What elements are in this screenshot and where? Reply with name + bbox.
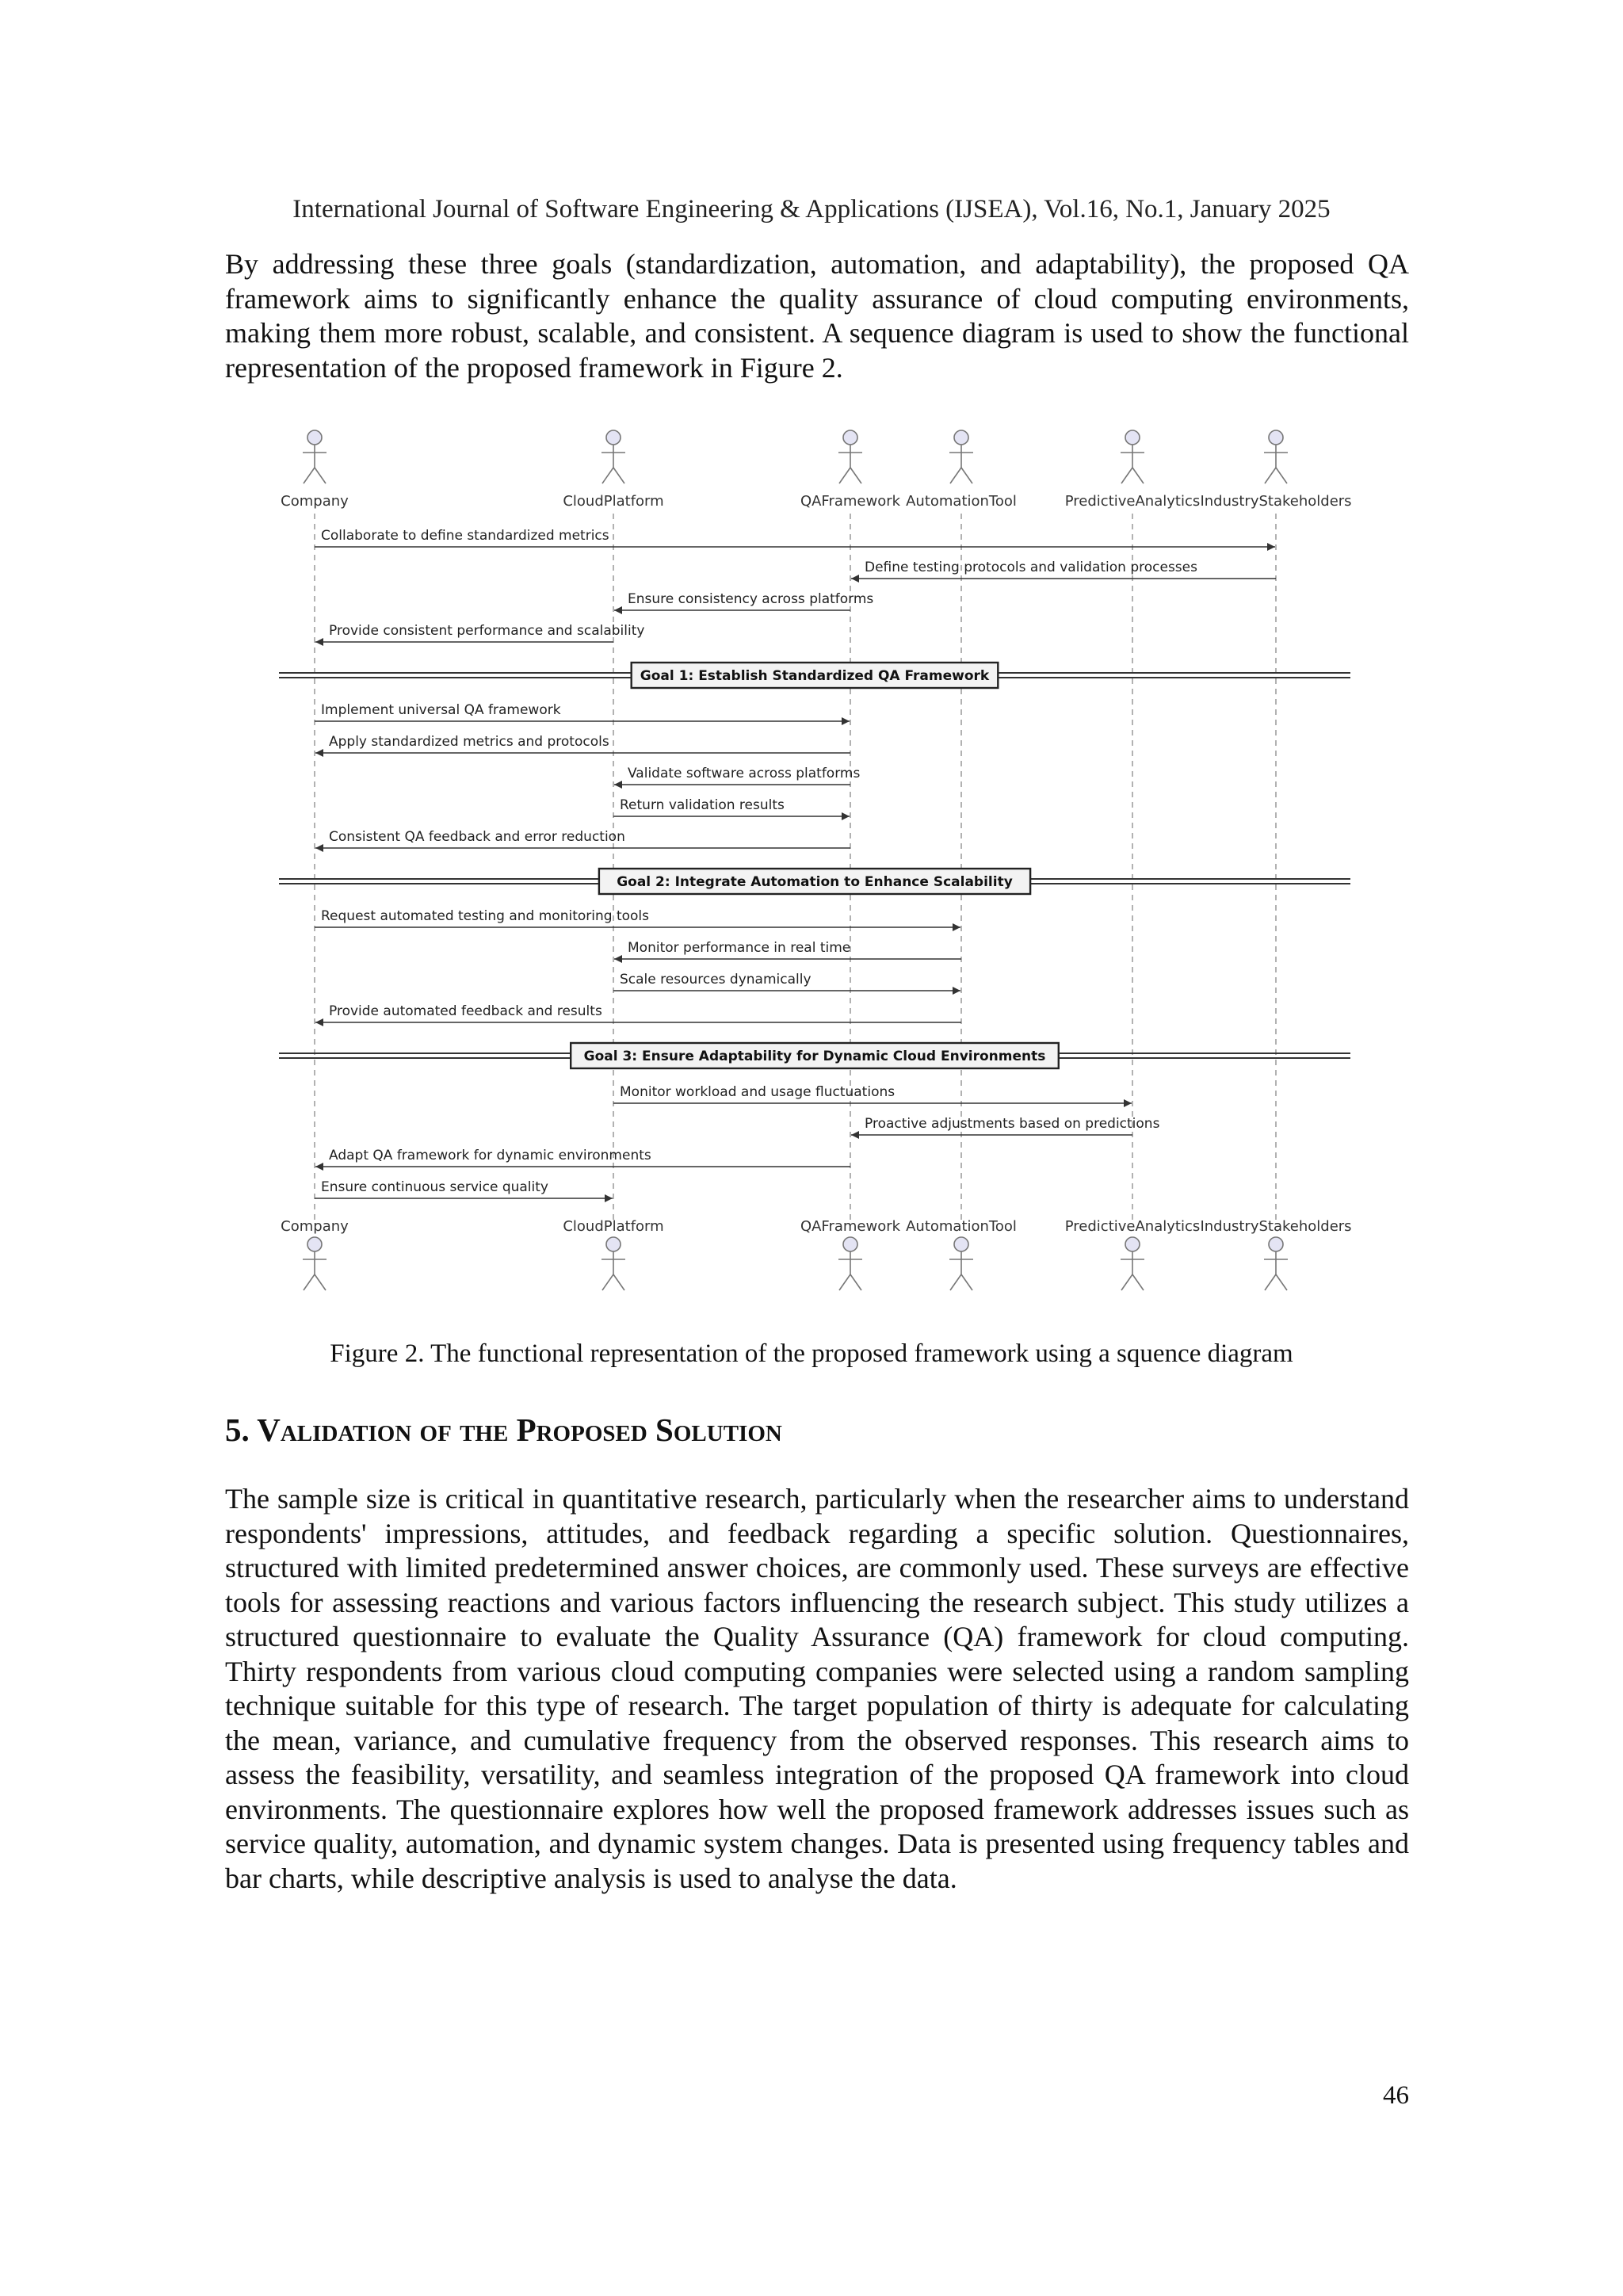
message: [851, 560, 1276, 579]
actor-top-qaframework-icon: [838, 430, 862, 483]
goal-divider: [279, 663, 1350, 688]
svg-text:Validate software across platf: Validate software across platforms: [628, 766, 861, 781]
svg-text:Goal 2: Integrate Automation t: Goal 2: Integrate Automation to Enhance Scalability: [617, 874, 1013, 890]
participant-bottom-automation-tool: AutomationTool: [906, 1218, 1017, 1235]
svg-text:Proactive adjustments based on: Proactive adjustments based on predictions: [865, 1116, 1160, 1132]
svg-text:Ensure continuous service qual: Ensure continuous service quality: [321, 1179, 548, 1195]
message: [315, 1148, 850, 1167]
svg-text:Adapt QA framework for dynamic: Adapt QA framework for dynamic environments: [329, 1148, 651, 1163]
actor-top-industry-stakeholders-icon: [1264, 430, 1288, 483]
svg-text:Goal 1: Establish Standardized: Goal 1: Establish Standardized QA Framework: [640, 668, 990, 684]
participant-bottom-company: Company: [281, 1218, 349, 1235]
figure-caption: Figure 2. The functional representation of the proposed framework using a squence diagram: [330, 1339, 1293, 1368]
message: [315, 908, 960, 927]
participant-bottom-cloud-platform: CloudPlatform: [563, 1218, 664, 1235]
message: [315, 1003, 961, 1022]
actor-bottom-cloud-platform-icon: [601, 1237, 625, 1290]
participant-top-predictive-analytics: PredictiveAnalytics: [1064, 493, 1201, 510]
participant-bottom-industry-stakeholders: IndustryStakeholders: [1200, 1218, 1352, 1235]
actor-top-cloud-platform-icon: [601, 430, 625, 483]
actor-top-company-icon: [303, 430, 327, 483]
message: [614, 940, 961, 959]
message: [315, 702, 850, 721]
participant-top-qaframework: QAFramework: [800, 493, 901, 510]
message: [613, 1084, 1132, 1103]
svg-text:Monitor performance in real ti: Monitor performance in real time: [628, 940, 851, 956]
participant-top-automation-tool: AutomationTool: [906, 493, 1017, 510]
intro-paragraph: By addressing these three goals (standardization, automation, and adaptability), the proposed QA framework aims to significantly enhance the quality assurance of cloud computing environments, making them more robust, scalable, and consistent. A sequence diagram is used to show the functional representation of the proposed framework in Figure 2.: [225, 248, 1409, 384]
message: [614, 591, 873, 610]
participant-bottom-qaframework: QAFramework: [800, 1218, 901, 1235]
message: [315, 623, 644, 642]
running-header: International Journal of Software Engineering & Applications (IJSEA), Vol.16, No.1, January 2025: [292, 195, 1331, 223]
svg-text:Implement universal QA framewo: Implement universal QA framework: [321, 702, 561, 718]
message: [315, 829, 850, 848]
svg-text:Apply standardized metrics and: Apply standardized metrics and protocols: [329, 734, 609, 750]
actor-top-predictive-analytics-icon: [1121, 430, 1144, 483]
svg-text:Return validation results: Return validation results: [620, 797, 785, 813]
message: [613, 972, 960, 991]
participant-top-industry-stakeholders: IndustryStakeholders: [1200, 493, 1352, 510]
page-number: 46: [1383, 2081, 1409, 2110]
svg-text:Provide consistent performance: Provide consistent performance and scalability: [329, 623, 645, 639]
svg-text:Scale resources dynamically: Scale resources dynamically: [620, 972, 812, 988]
section-heading: 5. Validation of the Proposed Solution: [225, 1412, 782, 1448]
message: [315, 734, 850, 753]
message: [614, 766, 860, 785]
actor-bottom-company-icon: [303, 1237, 327, 1290]
svg-text:Monitor workload and usage flu: Monitor workload and usage fluctuations: [620, 1084, 896, 1100]
svg-text:Ensure consistency across plat: Ensure consistency across platforms: [628, 591, 874, 607]
svg-text:Collaborate to define standard: Collaborate to define standardized metrics: [321, 528, 609, 544]
goal-divider: [279, 869, 1350, 894]
participant-top-cloud-platform: CloudPlatform: [563, 493, 664, 510]
actor-bottom-qaframework-icon: [838, 1237, 862, 1290]
svg-text:Define testing protocols and v: Define testing protocols and validation processes: [865, 560, 1197, 575]
message: [315, 528, 1275, 547]
svg-text:Goal 3: Ensure Adaptability fo: Goal 3: Ensure Adaptability for Dynamic Cloud Environments: [583, 1049, 1046, 1064]
svg-text:Consistent QA feedback and err: Consistent QA feedback and error reduction: [329, 829, 625, 845]
body-paragraph: The sample size is critical in quantitative research, particularly when the researcher aims to understand respondents' impressions, attitudes, and feedback regarding a specific solution. Questionnaires, structured with limited predetermined answer choices, are commonly used. These surveys are effective tools for assessing reactions and various factors influencing the research subject. This study utilizes a structured questionnaire to evaluate the Quality Assurance (QA) framework for cloud computing. Thirty respondents from various cloud computing companies were selected using a random sampling technique suitable for this type of research. The target population of thirty is adequate for calculating the mean, variance, and cumulative frequency from the observed responses. This research aims to assess the feasibility, versatility, and seamless integration of the proposed QA framework into cloud environments. The questionnaire explores how well the proposed framework addresses issues such as service quality, automation, and dynamic system changes. Data is presented using frequency tables and bar charts, while descriptive analysis is used to analyse the data.: [225, 1483, 1409, 1894]
svg-text:Provide automated feedback and: Provide automated feedback and results: [329, 1003, 602, 1019]
participant-top-company: Company: [281, 493, 349, 510]
actor-bottom-industry-stakeholders-icon: [1264, 1237, 1288, 1290]
actor-bottom-predictive-analytics-icon: [1121, 1237, 1144, 1290]
message: [851, 1116, 1160, 1135]
message: [613, 797, 850, 816]
actor-bottom-automation-tool-icon: [949, 1237, 973, 1290]
goal-divider: [279, 1043, 1350, 1068]
svg-text:Request automated testing and: Request automated testing and monitoring tools: [321, 908, 649, 924]
message: [315, 1179, 613, 1198]
actor-top-automation-tool-icon: [949, 430, 973, 483]
participant-bottom-predictive-analytics: PredictiveAnalytics: [1064, 1218, 1201, 1235]
